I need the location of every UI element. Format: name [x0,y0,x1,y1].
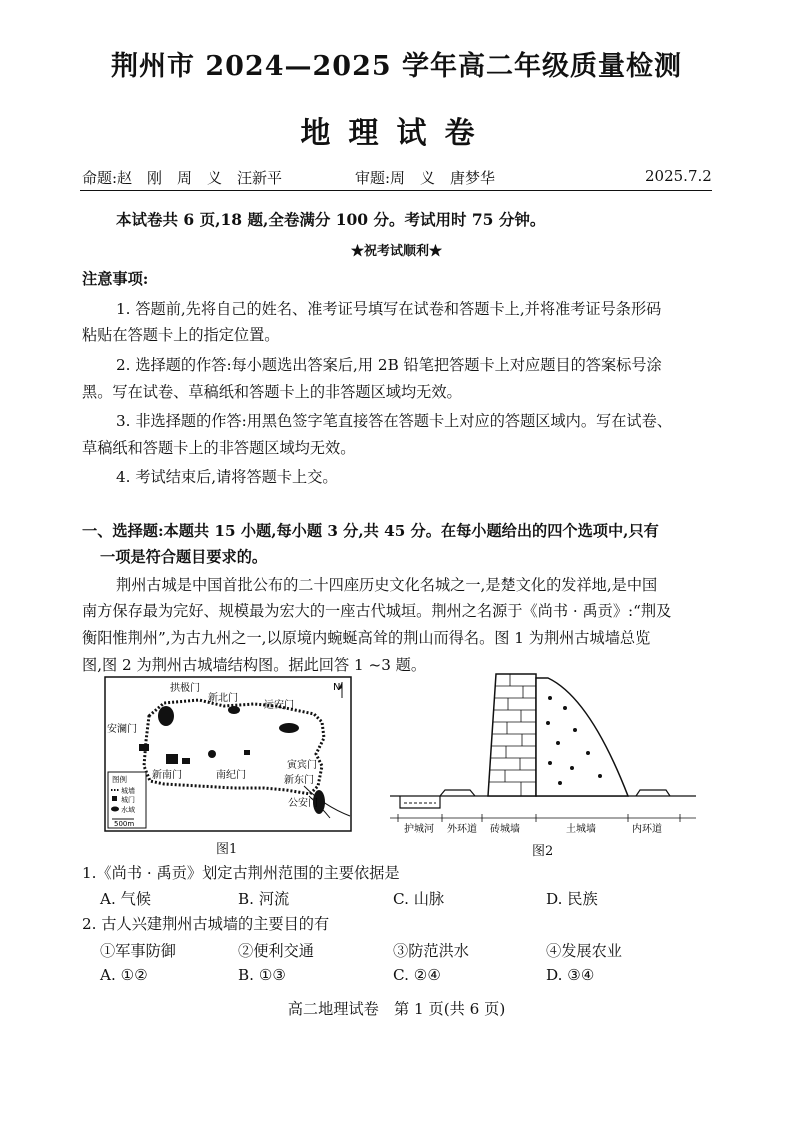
question-1-stem: 1.《尚书 · 禹贡》划定古荆州范围的主要依据是 [82,864,400,882]
notice-heading: 注意事项: [82,270,149,288]
notice-line: 草稿纸和答题卡上的非答题区域均无效。 [82,439,356,457]
exam-subject: 地理试卷 [300,116,493,151]
legend-water: 水域 [121,806,135,814]
passage-line: 南方保存最为完好、规模最为宏大的一座古代城垣。荆州之名源于《尚书 · 禹贡》:“荆及 [82,602,672,620]
question-1-option-d: D. 民族 [546,890,598,908]
notice-line: 2. 选择题的作答:每小题选出答案后,用 2B 铅笔把答题卡上对应题目的答案标号涂 [116,356,662,374]
gate-label: 远安门 [264,700,294,711]
question-2-option-a: A. ①② [100,966,148,984]
section-heading: 一、选择题:本题共 15 小题,每小题 3 分,共 45 分。在每小题给出的四个选项中,只有 [82,522,659,540]
passage-line: 图,图 2 为荆州古城墙结构图。据此回答 1 ~3 题。 [82,656,427,674]
structure-label: 砖城墙 [490,824,520,835]
legend-scale: 500m [114,820,135,828]
authors: 命题:赵 刚 周 义 汪新平 [82,169,283,187]
question-1-option-a: A. 气候 [100,890,151,908]
gate-label: 新北门 [208,693,238,704]
question-2-option-b: B. ①③ [238,966,287,984]
passage-line: 荆州古城是中国首批公布的二十四座历史文化名城之一,是楚文化的发祥地,是中国 [116,576,658,594]
structure-label: 护城河 [404,824,434,835]
structure-label: 内环道 [632,824,662,835]
question-2-item: ③防范洪水 [393,942,469,960]
question-1-option-b: B. 河流 [238,890,290,908]
legend-wall: 城墙 [121,787,135,795]
header-rule [80,190,712,191]
notice-line: 粘贴在答题卡上的指定位置。 [82,326,280,344]
good-luck: ★祝考试顺利★ [350,244,442,259]
reviewers: 审题:周 义 唐梦华 [355,169,496,187]
gate-label: 南纪门 [216,770,246,781]
figure2-structure [390,668,700,836]
question-1-option-c: C. 山脉 [393,890,445,908]
exam-summary: 本试卷共 6 页,18 题,全卷满分 100 分。考试用时 75 分钟。 [116,210,546,229]
gate-label: 新南门 [152,770,182,781]
notice-line: 4. 考试结束后,请将答题卡上交。 [116,468,338,486]
notice-line: 黑。写在试卷、草稿纸和答题卡上的非答题区域均无效。 [82,383,462,401]
gate-label: 新东门 [284,775,314,786]
exam-date: 2025.7.2 [645,167,712,185]
notice-line: 3. 非选择题的作答:用黑色签字笔直接答在答题卡上对应的答题区域内。写在试卷、 [116,412,672,430]
page-footer: 高二地理试卷 第 1 页(共 6 页) [287,1000,506,1018]
question-2-item: ②便利交通 [238,942,314,960]
figure1-caption: 图1 [216,842,238,857]
structure-label: 外环道 [447,824,477,835]
north-label: N [333,682,341,693]
section-heading-cont: 一项是符合题目要求的。 [100,548,268,566]
exam-title: 荆州市 2024—2025 学年高二年级质量检测 [110,51,683,82]
gate-label: 拱极门 [170,683,200,694]
question-2-option-d: D. ③④ [546,966,595,984]
figure2-caption: 图2 [532,844,554,859]
gate-label: 公安门 [288,798,318,809]
legend-gate: 城门 [121,796,135,804]
question-2-item: ④发展农业 [546,942,622,960]
gate-label: 安澜门 [107,724,137,735]
structure-label: 土城墙 [566,824,596,835]
question-2-option-c: C. ②④ [393,966,441,984]
legend-title: 图例 [112,775,127,784]
figure1-map [104,676,352,832]
question-2-item: ①军事防御 [100,942,176,960]
passage-line: 衡阳惟荆州”,为古九州之一,以原境内蜿蜒高耸的荆山而得名。图 1 为荆州古城墙总览 [82,629,651,647]
gate-label: 寅宾门 [287,760,317,771]
question-2-stem: 2. 古人兴建荆州古城墙的主要目的有 [82,915,330,933]
notice-line: 1. 答题前,先将自己的姓名、准考证号填写在试卷和答题卡上,并将准考证号条形码 [116,300,662,318]
